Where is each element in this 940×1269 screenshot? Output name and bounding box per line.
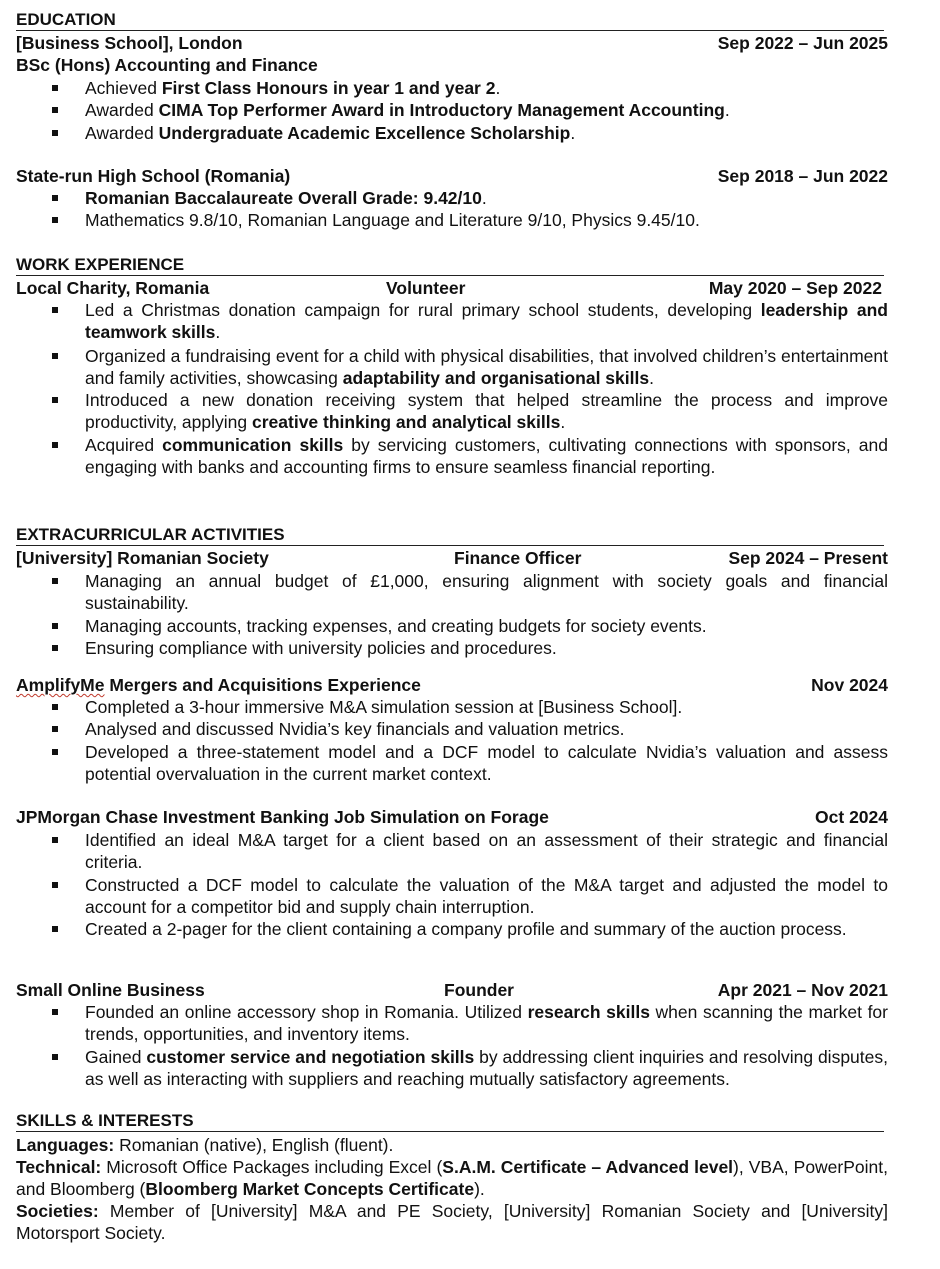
skills-technical: Technical: Microsoft Office Packages including Excel (S.A.M. Certificate – Advanced level), VBA, PowerPoint, and Bloomberg (Bloomberg Market Concepts Certificate). <box>16 1157 888 1200</box>
section-heading-extracurricular: EXTRACURRICULAR ACTIVITIES <box>16 525 884 546</box>
school-name: State-run High School (Romania) <box>16 166 291 186</box>
activity-entry-header <box>16 674 888 696</box>
organisation-name: Local Charity, Romania <box>16 278 210 298</box>
organisation-name: Small Online Business <box>16 980 205 1000</box>
bullet-list <box>0 77 888 144</box>
bullet-list <box>0 299 888 478</box>
activity-title: JPMorgan Chase Investment Banking Job Simulation on Forage <box>16 807 549 827</box>
list-item: Developed a three-statement model and a DCF model to calculate Nvidia’s valuation and assess potential overvaluation in the current market context. <box>0 741 888 786</box>
date-range: Sep 2018 – Jun 2022 <box>717 166 888 186</box>
list-item: Introduced a new donation receiving system that helped streamline the process and improve productivity, applying creative thinking and analytical skills. <box>0 389 888 434</box>
activity-title: AmplifyMe Mergers and Acquisitions Experience <box>16 675 421 695</box>
list-item: Managing accounts, tracking expenses, and creating budgets for society events. <box>0 615 888 637</box>
bullet-list <box>0 570 888 659</box>
organisation-name: [University] Romanian Society <box>16 548 269 568</box>
role-title: Volunteer <box>386 278 466 298</box>
bullet-list <box>0 1001 888 1090</box>
skills-societies: Societies: Member of [University] M&A and PE Society, [University] Romanian Society and [University] Motorsport Society. <box>16 1201 888 1244</box>
education-entry-header <box>16 32 888 54</box>
list-item: Awarded Undergraduate Academic Excellence Scholarship. <box>0 122 888 144</box>
section-heading-skills: SKILLS & INTERESTS <box>16 1111 884 1132</box>
role-title: Finance Officer <box>454 548 582 568</box>
education-entry-header <box>16 165 888 187</box>
activity-entry-header <box>16 547 888 569</box>
date-range: May 2020 – Sep 2022 <box>708 278 882 298</box>
bullet-list <box>0 696 888 785</box>
activity-entry-header <box>16 806 888 828</box>
list-item: Ensuring compliance with university policies and procedures. <box>0 637 888 659</box>
list-item: Mathematics 9.8/10, Romanian Language and Literature 9/10, Physics 9.45/10. <box>0 209 888 231</box>
work-entry-header <box>16 277 888 299</box>
list-item: Managing an annual budget of £1,000, ensuring alignment with society goals and financial sustainability. <box>0 570 888 615</box>
role-title: Founder <box>444 980 514 1000</box>
list-item: Acquired communication skills by servicing customers, cultivating connections with sponsors, and engaging with banks and accounting firms to ensure seamless financial reporting. <box>0 434 888 479</box>
list-item: Organized a fundraising event for a child with physical disabilities, that involved children’s entertainment and family activities, showcasing adaptability and organisational skills. <box>0 345 888 390</box>
list-item: Completed a 3-hour immersive M&A simulation session at [Business School]. <box>0 696 888 718</box>
list-item: Founded an online accessory shop in Romania. Utilized research skills when scanning the market for trends, opportunities, and inventory items. <box>0 1001 888 1046</box>
bullet-list <box>0 829 888 940</box>
school-name: [Business School], London <box>16 33 243 53</box>
list-item: Created a 2-pager for the client containing a company profile and summary of the auction process. <box>0 918 888 940</box>
date-range: Sep 2024 – Present <box>728 548 888 568</box>
date-range: Nov 2024 <box>811 675 888 695</box>
list-item: Achieved First Class Honours in year 1 and year 2. <box>0 77 888 99</box>
skills-languages: Languages: Romanian (native), English (fluent). <box>16 1135 394 1155</box>
date-range: Sep 2022 – Jun 2025 <box>717 33 888 53</box>
list-item: Constructed a DCF model to calculate the valuation of the M&A target and adjusted the model to account for a competitor bid and supply chain interruption. <box>0 874 888 919</box>
list-item: Awarded CIMA Top Performer Award in Introductory Management Accounting. <box>0 99 888 121</box>
date-range: Oct 2024 <box>815 807 888 827</box>
bullet-list <box>0 187 888 232</box>
spellcheck-word: AmplifyMe <box>16 675 105 695</box>
degree-title: BSc (Hons) Accounting and Finance <box>16 55 318 75</box>
list-item: Led a Christmas donation campaign for rural primary school students, developing leadership and teamwork skills. <box>0 299 888 344</box>
section-heading-education: EDUCATION <box>16 10 884 31</box>
section-heading-work: WORK EXPERIENCE <box>16 255 884 276</box>
list-item: Romanian Baccalaureate Overall Grade: 9.42/10. <box>0 187 888 209</box>
list-item: Gained customer service and negotiation skills by addressing client inquiries and resolving disputes, as well as interacting with suppliers and reaching mutually satisfactory agreements. <box>0 1046 888 1091</box>
list-item: Identified an ideal M&A target for a client based on an assessment of their strategic and financial criteria. <box>0 829 888 874</box>
date-range: Apr 2021 – Nov 2021 <box>717 980 888 1000</box>
activity-entry-header <box>16 979 888 1001</box>
list-item: Analysed and discussed Nvidia’s key financials and valuation metrics. <box>0 718 888 740</box>
